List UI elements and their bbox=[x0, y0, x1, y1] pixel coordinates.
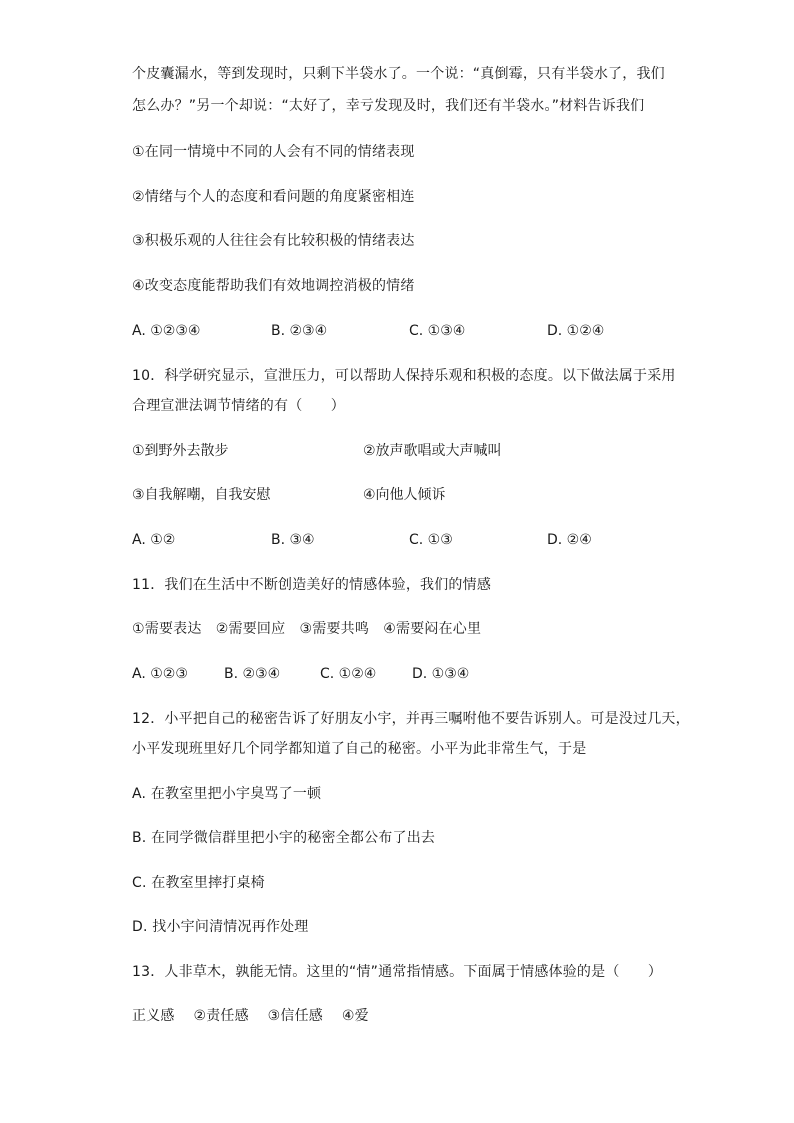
q9-item-2: ②情绪与个人的态度和看问题的角度紧密相连 bbox=[132, 189, 415, 205]
q9-item-4: ④改变态度能帮助我们有效地调控消极的情绪 bbox=[132, 278, 415, 294]
q11-stem: 11．我们在生活中不断创造美好的情感体验，我们的情感 bbox=[132, 577, 492, 593]
q11-option-d: D. ①③④ bbox=[412, 666, 470, 682]
q9-option-c: C. ①③④ bbox=[409, 323, 466, 339]
q10-option-d: D. ②④ bbox=[547, 532, 592, 548]
q12-option-b: B. 在同学微信群里把小宇的秘密全都公布了出去 bbox=[132, 830, 436, 846]
q9-stem-line2: 怎么办？”另一个却说：“太好了，幸亏发现及时，我们还有半袋水。”材料告诉我们 bbox=[132, 98, 645, 114]
q10-option-c: C. ①③ bbox=[409, 532, 453, 548]
q11-option-b: B. ②③④ bbox=[224, 666, 281, 682]
q9-item-1: ①在同一情境中不同的人会有不同的情绪表现 bbox=[132, 144, 415, 160]
q9-option-b: B. ②③④ bbox=[271, 323, 328, 339]
q10-item-4: ④向他人倾诉 bbox=[363, 487, 446, 503]
q10-item-2: ②放声歌唱或大声喊叫 bbox=[363, 443, 502, 459]
q10-item-1: ①到野外去散步 bbox=[132, 443, 229, 459]
q12-stem-line2: 小平发现班里好几个同学都知道了自己的秘密。小平为此非常生气，于是 bbox=[132, 741, 587, 757]
q13-items: 正义感 ②责任感 ③信任感 ④爱 bbox=[132, 1008, 369, 1024]
q12-option-c: C. 在教室里摔打桌椅 bbox=[132, 875, 265, 891]
q10-stem-line1: 10．科学研究显示，宣泄压力，可以帮助人保持乐观和积极的态度。以下做法属于采用 bbox=[132, 368, 676, 384]
q13-stem: 13．人非草木，孰能无情。这里的“情”通常指情感。下面属于情感体验的是（ ） bbox=[132, 964, 663, 980]
q12-stem-line1: 12．小平把自己的秘密告诉了好朋友小宇，并再三嘱咐他不要告诉别人。可是没过几天， bbox=[132, 711, 690, 727]
q9-item-3: ③积极乐观的人往往会有比较积极的情绪表达 bbox=[132, 233, 415, 249]
q10-stem-line2: 合理宣泄法调节情绪的有（ ） bbox=[132, 398, 345, 414]
q12-option-a: A. 在教室里把小宇臭骂了一顿 bbox=[132, 786, 322, 802]
q11-option-c: C. ①②④ bbox=[320, 666, 377, 682]
q10-item-3: ③自我解嘲，自我安慰 bbox=[132, 487, 271, 503]
q11-items: ①需要表达 ②需要回应 ③需要共鸣 ④需要闷在心里 bbox=[132, 621, 482, 637]
q12-option-d: D. 找小宇问清情况再作处理 bbox=[132, 919, 309, 935]
q10-option-b: B. ③④ bbox=[271, 532, 315, 548]
q9-stem-line1: 个皮囊漏水，等到发现时，只剩下半袋水了。一个说：“真倒霉，只有半袋水了，我们 bbox=[132, 66, 665, 82]
q11-option-a: A. ①②③ bbox=[132, 666, 188, 682]
q9-option-d: D. ①②④ bbox=[547, 323, 605, 339]
q10-option-a: A. ①② bbox=[132, 532, 176, 548]
q9-option-a: A. ①②③④ bbox=[132, 323, 201, 339]
